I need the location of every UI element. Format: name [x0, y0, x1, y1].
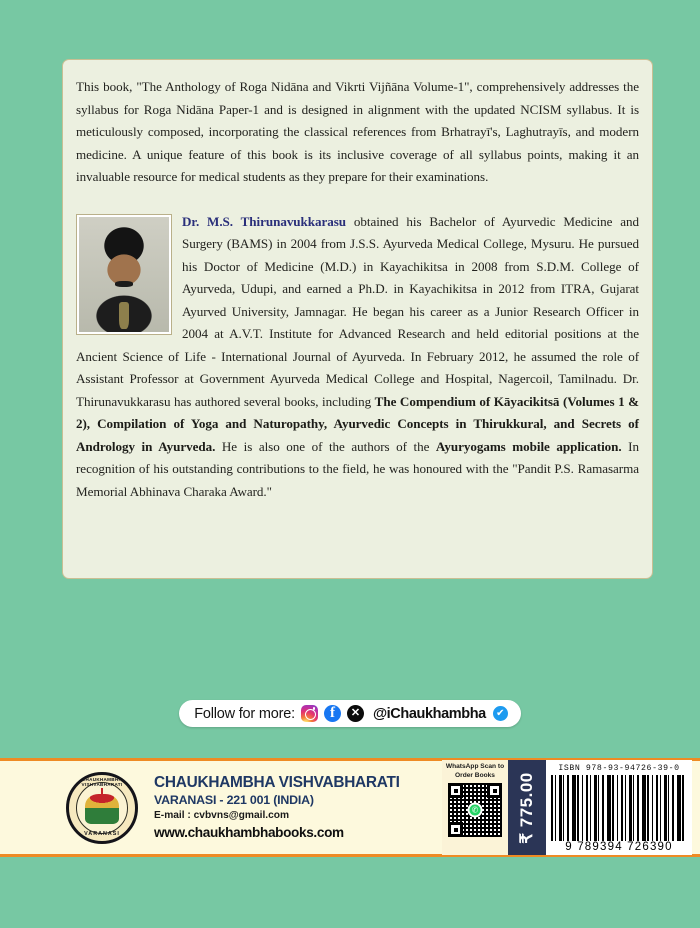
book-description-paragraph: This book, "The Anthology of Roga Nidāna and Vikrti Vijñāna Volume-1", comprehensively addresses the syllabus for Roga Nidāna Paper-1 and is designed in alignment with the updated NCISM syllabus. It is meticulously composed, incorporating the classical references from Brhatrayī's, Laghutrayīs, and modern medicine. A unique feature of this book is its inclusive coverage of all syllabus points, making it an invaluable resource for medical students as they prepare for their examinations.	[76, 79, 639, 185]
qr-finder-top-right	[487, 783, 502, 798]
instagram-icon[interactable]	[301, 705, 318, 722]
barcode-bars	[551, 775, 687, 841]
publisher-footer	[0, 758, 700, 857]
publisher-city: VARANASI - 221 001 (INDIA)	[154, 792, 314, 807]
publisher-email[interactable]: E-mail : cvbvns@gmail.com	[154, 809, 290, 821]
barcode-digits: 9 789394 726390	[565, 840, 673, 853]
follow-label: Follow for more:	[194, 705, 295, 722]
author-bio-part-1: obtained his Bachelor of Ayurvedic Medicine and Surgery (BAMS) in 2004 from J.S.S. Ayurveda Medical College, Mysuru. He pursued his Doctor of Medicine (M.D.) in Kayachikitsa in 2008 from S.D.M. College of Ayurveda, Udupi, and earned a Ph.D. in Kayachikitsa in 2012 from ITRA, Gujarat Ayurved University, Jamnagar. He began his career as a Junior Research Officer in 2004 at A.V.T. Institute for Advanced Research and held editorial positions at the Ancient Science of Life - International Journal of Ayurveda. In February 2012, he assumed the role of Assistant Professor at Government Ayurveda Medical College and Hospital, Nagercoil, Tamilnadu. Dr. Thirunavukkarasu has authored several books, including	[76, 213, 639, 409]
authored-books-list: The Compendium of Kāyacikitsā (Volumes 1 & 2), Compilation of Yoga and Naturopathy, Ayurvedic Concepts in Thirukkural, and Secrets of Andrology in Ayurveda.	[76, 393, 640, 454]
whatsapp-order-qr-block	[442, 760, 508, 855]
publisher-name: CHAUKHAMBHA VISHVABHARATI	[154, 773, 400, 791]
author-photo	[76, 214, 172, 335]
price-value: ₹ 775.00	[517, 771, 537, 844]
social-handle[interactable]: @iChaukhambha	[372, 705, 486, 722]
publisher-details	[154, 774, 400, 841]
verified-badge-icon: ✔	[493, 706, 508, 721]
author-name: Dr. M.S. Thirunavukkarasu	[182, 213, 347, 229]
qr-caption: WhatsApp Scan to Order Books	[445, 763, 505, 779]
isbn-text: ISBN 978-93-94726-39-0	[558, 764, 680, 773]
price-band	[508, 760, 546, 855]
author-bio-part-3: In recognition of his outstanding contributions to the field, he was honoured with the "Pandit P.S. Ramasarma Memorial Abhinava Charaka Award."	[76, 438, 639, 499]
social-follow-section	[0, 700, 700, 727]
qr-code[interactable]	[448, 783, 502, 837]
x-twitter-icon[interactable]: ✕	[347, 705, 364, 722]
seal-top-text: CHAUKHAMBHA VISHVABHARATI	[81, 777, 123, 787]
author-bio-block	[76, 211, 639, 504]
publisher-seal-logo	[66, 772, 138, 844]
facebook-icon[interactable]: f	[324, 705, 341, 722]
follow-pill[interactable]	[179, 700, 521, 727]
isbn-barcode-block	[546, 760, 692, 855]
mobile-application-name: Ayuryogams mobile application.	[435, 438, 622, 454]
author-portrait-image	[79, 217, 169, 332]
qr-finder-top-left	[448, 783, 463, 798]
author-bio-part-2: He is also one of the authors of the	[215, 438, 436, 454]
publisher-website[interactable]: www.chaukhambhabooks.com	[154, 824, 344, 840]
whatsapp-icon: ✆	[468, 803, 483, 818]
back-cover-content-panel	[62, 59, 653, 579]
qr-finder-bottom-left	[448, 822, 463, 837]
temple-kalash-icon	[85, 794, 119, 824]
seal-bottom-text: VARANASI	[84, 830, 120, 837]
